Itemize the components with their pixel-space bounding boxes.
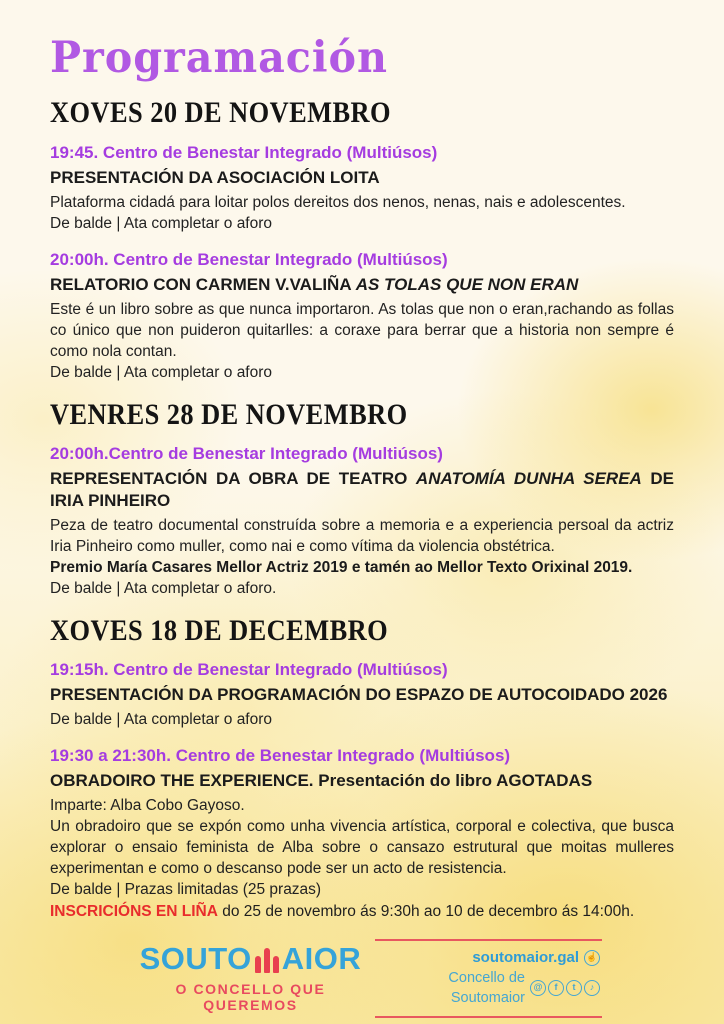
event-inscription [50, 901, 674, 923]
event-info: De balde | Ata completar o aforo [50, 711, 273, 729]
event-description: Plataforma cidadá para loitar polos dereitos dos nenos, nenas, nais e adolescentes. [50, 193, 626, 211]
event-time: 19:15h. Centro de Benestar Integrado (Multiúsos) [50, 660, 448, 680]
footer [0, 942, 724, 1014]
section-heading-xoves-18: XOVES 18 DE DECEMBRO [50, 613, 389, 647]
event-time: 19:45. Centro de Benestar Integrado (Multiúsos) [50, 142, 438, 162]
event-teatro-anatomia [50, 443, 674, 599]
event-description: Peza de teatro documental construída sobre a memoria e a experiencia persoal da actriz Iria Pinheiro como muller, como nai e como vítima da violencia obstétrica. [50, 516, 674, 555]
event-description: Un obradoiro que se expón como unha vivencia artística, corporal e colectiva, que busca explorar o ensaio feminista de Alba sobre o cansazo estrutural que moitas mulleres experimentan e como o descanso pode ser un acto de resistencia. [50, 818, 674, 878]
logo-text-right: AIOR [281, 941, 362, 976]
social-icons [530, 980, 600, 996]
event-relatorio-carmen [50, 249, 674, 383]
inscription-details: do 25 de novembro ás 9:30h ao 10 de decembro ás 14:00h. [217, 903, 635, 921]
inscription-highlight: INSCRICIÓNS EN LIÑA [50, 903, 218, 921]
event-title-suffix: DE IRIA PINHEIRO [50, 468, 675, 510]
event-time: 20:00h.Centro de Benestar Integrado (Multiúsos) [50, 443, 443, 463]
page-title: Programación [50, 33, 388, 83]
event-title: OBRADOIRO THE EXPERIENCE. Presentación do libro AGOTADAS [50, 771, 593, 791]
event-title-plain: RELATORIO CON CARMEN V.VALIÑA [50, 274, 356, 294]
soutomaior-logo [126, 943, 375, 1013]
twitter-icon[interactable]: t [566, 980, 582, 996]
event-presentacion-autocoidado [50, 659, 674, 730]
section-heading-venres-28: VENRES 28 DE NOVEMBRO [50, 397, 408, 431]
event-time: 19:30 a 21:30h. Centro de Benestar Integrado (Multiúsos) [50, 746, 511, 766]
logo-tagline: O CONCELLO QUE QUEREMOS [175, 981, 326, 1013]
instagram-icon[interactable]: @ [530, 980, 546, 996]
tiktok-icon[interactable]: ♪ [584, 980, 600, 996]
pointer-icon[interactable]: ☝ [584, 950, 600, 966]
event-info: De balde | Ata completar o aforo [50, 214, 273, 232]
soutomaior-m-bars-icon [255, 948, 279, 973]
event-title-book: AS TOLAS QUE NON ERAN [355, 274, 579, 294]
event-info: De balde | Prazas limitadas (25 prazas) [50, 881, 322, 899]
event-title-plain: REPRESENTACIÓN DA OBRA DE TEATRO [50, 468, 416, 488]
event-presentacion-loita [50, 142, 674, 234]
contact-block [375, 939, 602, 1018]
social-account-label: Concello de Soutomaior [448, 969, 525, 1006]
event-award: Premio María Casares Mellor Actriz 2019 e tamén ao Mellor Texto Orixinal 2019. [50, 558, 633, 576]
section-heading-xoves-20: XOVES 20 DE NOVEMBRO [50, 96, 392, 130]
event-info: De balde | Ata completar o aforo [50, 363, 273, 381]
social-row [377, 968, 600, 1008]
event-info: De balde | Ata completar o aforo. [50, 579, 277, 597]
event-description: Este é un libro sobre as que nunca importaron. As tolas que non o eran,rachando as follas co único que non puideron quitarlles: a coraxe para berrar que a historia non sempre é como nola contan. [50, 300, 674, 360]
event-title [50, 468, 674, 512]
soutomaior-logo-wordmark [126, 943, 375, 974]
event-title-play: ANATOMÍA DUNHA SEREA [415, 468, 642, 488]
website-row [377, 948, 600, 968]
event-obradoiro-experience [50, 745, 674, 923]
event-time: 20:00h. Centro de Benestar Integrado (Multiúsos) [50, 249, 448, 269]
facebook-icon[interactable]: f [548, 980, 564, 996]
event-teacher: Imparte: Alba Cobo Gayoso. [50, 797, 245, 815]
logo-text-left: SOUTO [139, 941, 252, 976]
event-title: PRESENTACIÓN DA PROGRAMACIÓN DO ESPAZO DE AUTOCOIDADO 2026 [50, 685, 668, 705]
event-title [50, 274, 674, 296]
event-title: PRESENTACIÓN DA ASOCIACIÓN LOITA [50, 167, 380, 187]
website-link[interactable]: soutomaior.gal [472, 948, 579, 966]
